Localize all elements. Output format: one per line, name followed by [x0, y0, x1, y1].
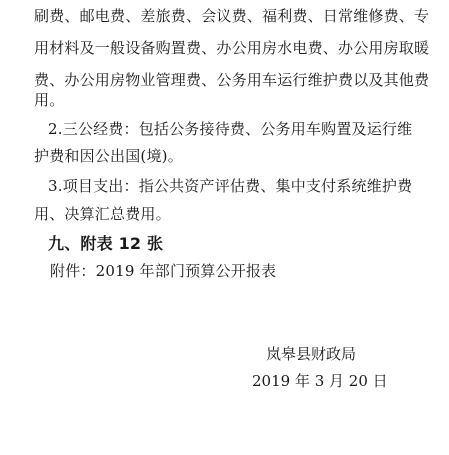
attachment-text: 附件：2019 年部门预算公开报表: [50, 262, 277, 280]
item-3-line: 用、决算汇总费用。: [34, 205, 171, 223]
paragraph-line: 刷费、邮电费、差旅费、会议费、福利费、日常维修费、专: [34, 7, 430, 25]
paragraph-line: 用。: [34, 91, 65, 109]
signing-organization: 岚皋县财政局: [266, 345, 357, 363]
item-3-line: 3.项目支出：指公共资产评估费、集中支付系统维护费: [48, 177, 413, 195]
section-9-heading: 九、附表 12 张: [48, 234, 164, 253]
item-2-line: 2.三公经费：包括公务接待费、公务用车购置及运行维: [48, 120, 413, 138]
item-2-line: 护费和因公出国(境)。: [34, 147, 183, 165]
signing-date: 2019 年 3 月 20 日: [252, 372, 388, 390]
paragraph-line: 用材料及一般设备购置费、办公用房水电费、办公用房取暖: [34, 39, 430, 57]
paragraph-line: 费、办公用房物业管理费、公务用车运行维护费以及其他费: [34, 71, 430, 89]
